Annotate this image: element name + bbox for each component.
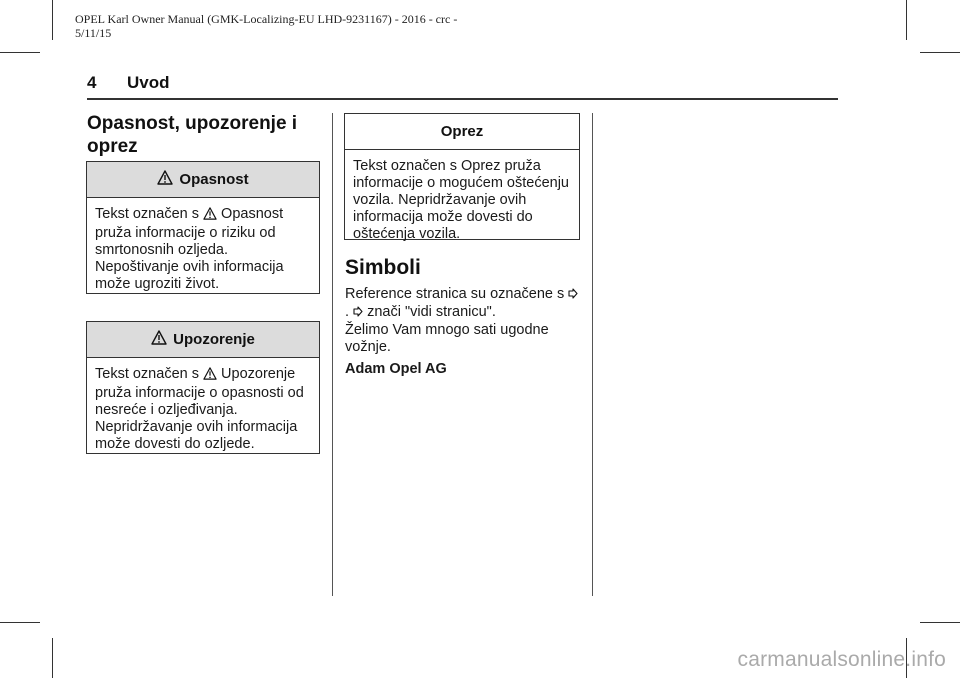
danger-body-rest: pruža informacije o riziku od smrtonosnih ozljeda. Nepoštivanje ovih informacija može ugroziti život.: [95, 225, 284, 292]
danger-notice: [86, 161, 320, 294]
caution-notice-header: [345, 114, 579, 150]
warning-notice: [86, 321, 320, 454]
warning-triangle-icon: [203, 367, 217, 385]
print-header: [75, 12, 515, 40]
crop-mark: [0, 52, 40, 53]
danger-body-prefix: Tekst označen s: [95, 206, 199, 222]
page-reference-arrow-icon: [353, 305, 363, 322]
symbols-para1-prefix: Reference stranica su označene s: [345, 286, 565, 302]
caution-notice-body: Tekst označen s Oprez pruža informacije o mogućem oštećenju vozila. Nepridržavanje ovih informacija može dovesti do oštećenja vozila.: [353, 158, 569, 242]
warning-triangle-icon: [151, 330, 167, 349]
symbols-paragraph: [345, 286, 580, 322]
warning-body-prefix: Tekst označen s: [95, 366, 199, 382]
crop-mark: [920, 52, 960, 53]
symbols-title: Simboli: [345, 256, 421, 279]
header-rule: [87, 98, 838, 100]
warning-body-rest: pruža informacije o opasnosti od nesreće i ozljeđivanja. Nepridržavanje ovih informacija može dovesti do ozljede.: [95, 385, 304, 452]
column-divider: [332, 113, 333, 596]
greeting-paragraph: Želimo Vam mnogo sati ugodne vožnje.: [345, 322, 549, 355]
caution-notice: [344, 113, 580, 240]
caution-notice-title: Oprez: [440, 123, 484, 140]
danger-body-keyword: Opasnost: [221, 206, 284, 222]
crop-mark: [906, 0, 907, 40]
warning-triangle-icon: [157, 170, 173, 189]
warning-body-keyword: Upozorenje: [221, 366, 296, 382]
chapter-title: Uvod: [127, 73, 170, 92]
danger-notice-header: [87, 162, 319, 198]
crop-mark: [52, 0, 53, 40]
print-header-line2: 5/11/15: [75, 26, 112, 40]
warning-notice-body: [87, 358, 319, 461]
warning-triangle-icon: [203, 207, 217, 225]
danger-notice-title: Opasnost: [179, 171, 249, 188]
section-title: Opasnost, upozorenje i oprez: [87, 113, 298, 157]
symbols-para1-suffix: znači "vidi stranicu".: [367, 304, 496, 320]
page-number: 4: [87, 73, 97, 92]
warning-notice-title: Upozorenje: [173, 331, 255, 348]
danger-notice-body: [87, 198, 319, 301]
warning-notice-header: [87, 322, 319, 358]
symbols-para1-dot: .: [345, 304, 350, 320]
crop-mark: [52, 638, 53, 678]
watermark: carmanualsonline.info: [737, 648, 946, 671]
print-header-line1: OPEL Karl Owner Manual (GMK-Localizing-EU LHD-9231167) - 2016 - crc -: [75, 12, 458, 26]
column-divider: [592, 113, 593, 596]
signature: Adam Opel AG: [345, 361, 447, 377]
page-reference-arrow-icon: [568, 287, 578, 304]
crop-mark: [920, 622, 960, 623]
crop-mark: [0, 622, 40, 623]
